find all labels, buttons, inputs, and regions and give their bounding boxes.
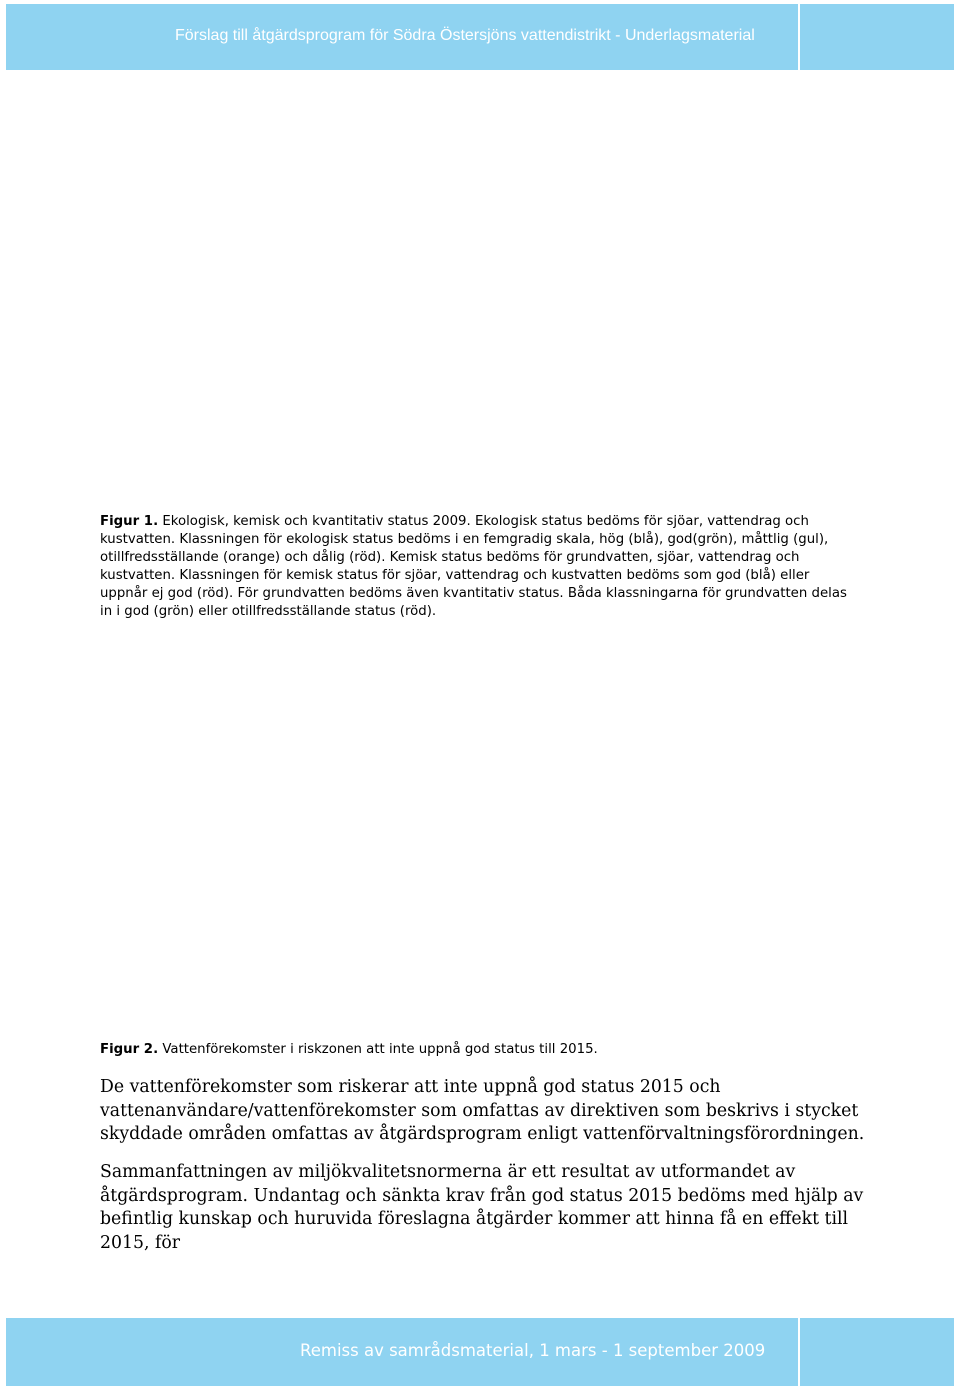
figure-1-caption	[100, 513, 860, 621]
header-banner-side	[800, 4, 954, 70]
document-title: Förslag till åtgärdsprogram för Södra Östersjöns vattendistrikt - Underlagsmaterial	[175, 27, 755, 44]
figure-1-label: Figur 1.	[100, 514, 159, 529]
footer-text: Remiss av samrådsmaterial, 1 mars - 1 september 2009	[300, 1341, 766, 1360]
figure-2-caption-text: Vattenförekomster i riskzonen att inte uppnå god status till 2015.	[158, 1042, 598, 1057]
figure-2-image	[100, 635, 860, 1035]
footer-banner-side	[800, 1318, 954, 1386]
figure-2-caption	[100, 1041, 860, 1059]
figure-1-caption-text: Ekologisk, kemisk och kvantitativ status 2009. Ekologisk status bedöms för sjöar, vattendrag och kustvatten. Klassningen för ekologisk status bedöms i en femgradig skala, hög (blå), god(grön), måttlig (gul), otillfredsställande (orange) och dålig (röd). Kemisk status bedöms för grundvatten, sjöar, vattendrag och kustvatten. Klassningen för kemisk status för sjöar, vattendrag och kustvatten bedöms som god (blå) eller uppnår ej god (röd). För grundvatten bedöms även kvantitativ status. Båda klassningarna för grundvatten delas in i god (grön) eller otillfredsställande status (röd).	[100, 514, 847, 619]
body-paragraph-2: Sammanfattningen av miljökvalitetsnormerna är ett resultat av utformandet av åtgärdsprogram. Undantag och sänkta krav från god status 2015 bedöms med hjälp av befintlig kunskap och huruvida föreslagna åtgärder kommer att hinna få en effekt till 2015, för	[100, 1162, 864, 1253]
body-paragraph-1: De vattenförekomster som riskerar att inte uppnå god status 2015 och vattenanvändare/vattenförekomster som omfattas av direktiven som beskrivs i stycket skyddade områden omfattas av åtgärdsprogram enligt vattenförvaltningsförordningen.	[100, 1077, 865, 1144]
figure-2-label: Figur 2.	[100, 1042, 159, 1057]
figure-1-image	[100, 80, 860, 505]
